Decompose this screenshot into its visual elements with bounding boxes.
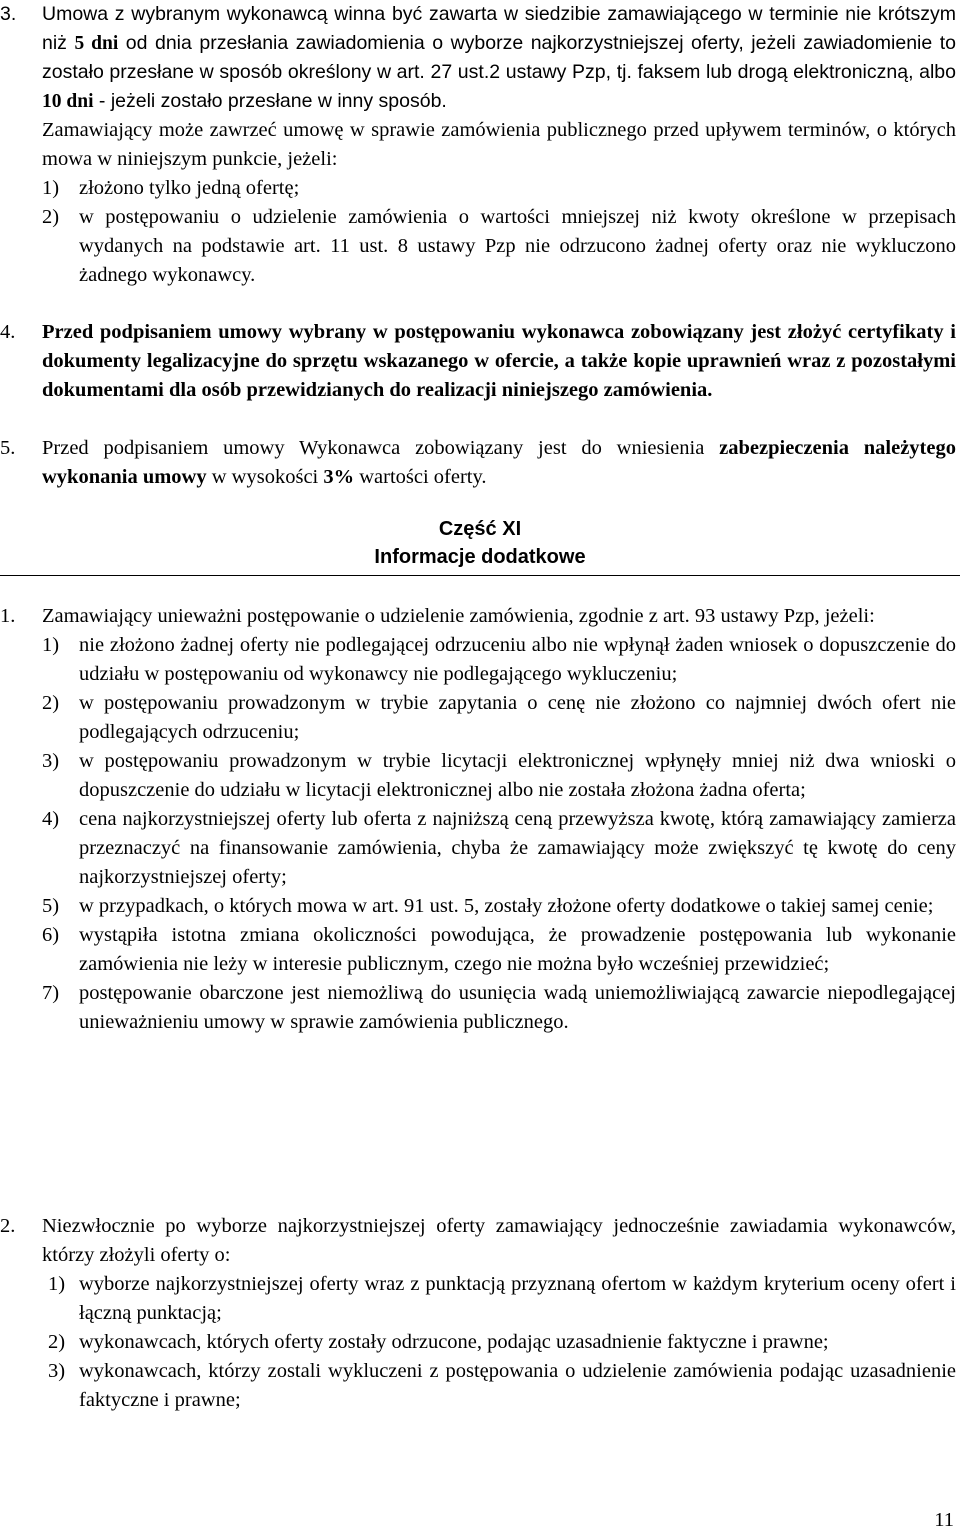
section-4-text: Przed podpisaniem umowy wybrany w postępowaniu wykonawca zobowiązany jest złożyć certyfikaty i dokumenty legalizacyjne do sprzętu wskazanego w ofercie, a także kopie uprawnień wraz z pozostałymi dokumentami dla osób przewidzianych do realizacji niniejszego zamówienia. [42, 321, 956, 401]
part-1-item [0, 631, 956, 689]
part-1-item-number: 5) [42, 895, 60, 917]
part-1-item-text: cena najkorzystniejszej oferty lub oferta z najniższą ceną przewyższa kwotę, którą zamawiający zamierza przeznaczyć na finansowanie zamówienia, chyba że zamawiający może zwiększyć tę kwotę do ceny najkorzystniejszej oferty; [79, 808, 956, 888]
part-1-item-number: 7) [42, 982, 60, 1004]
section-5-percent: 3% [323, 466, 355, 488]
part-1-item-text: wystąpiła istotna zmiana okoliczności powodująca, że prowadzenie postępowania lub wykonanie zamówienia nie leży w interesie publicznym, czego nie można było wcześniej przewidzieć; [79, 924, 956, 975]
part-1-item-text: w postępowaniu prowadzonym w trybie zapytania o cenę nie złożono co najmniej dwóch ofert nie podlegających odrzuceniu; [79, 692, 956, 743]
part-2-item-text: wyborze najkorzystniejszej oferty wraz z punktacją przyznaną ofertom w każdym kryterium oceny ofert i łączną punktacją; [79, 1273, 956, 1324]
page-number: 11 [934, 1509, 954, 1531]
part-1-item [0, 979, 956, 1037]
part-1-item [0, 892, 956, 921]
section-3-item-2-text: w postępowaniu o udzielenie zamówienia o wartości mniejszej niż kwoty określone w przepisach wydanych na podstawie art. 11 ust. 8 ustawy Pzp nie odrzucono żadnej oferty oraz nie wykluczono żadnego wykonawcy. [79, 206, 956, 286]
section-3-item-2 [0, 203, 956, 290]
part-2-item [0, 1270, 956, 1328]
part-2-item-text: wykonawcach, których oferty zostały odrzucone, podając uzasadnienie faktyczne i prawne; [79, 1331, 829, 1353]
part-2-item-number: 1) [48, 1273, 66, 1295]
section-3-paragraph-2: Zamawiający może zawrzeć umowę w sprawie zamówienia publicznego przed upływem terminów, o których mowa w niniejszym punkcie, jeżeli: [42, 119, 956, 170]
section-4-number: 4. [0, 321, 16, 343]
part-2 [0, 1212, 956, 1415]
part-1-item-number: 6) [42, 924, 60, 946]
section-5-text-c: w wysokości [206, 466, 324, 488]
part-1-item-text: w postępowaniu prowadzonym w trybie licytacji elektronicznej wpłynęły mniej niż dwa wnioski o dopuszczenie do udziału w licytacji elektronicznej albo nie została złożona żadna oferta; [79, 750, 956, 801]
part-1-item-text: nie złożono żadnej oferty nie podlegającej odrzuceniu albo nie wpłynął żaden wniosek o dopuszczenie do udziału w postępowaniu od wykonawcy nie podlegającego wykluczeniu; [79, 634, 956, 685]
part-1 [0, 602, 956, 1037]
section-3 [0, 0, 956, 290]
section-5-text-e: wartości oferty. [354, 466, 487, 488]
section-3-paragraph [0, 0, 956, 116]
section-title: Część XI [438, 518, 522, 540]
section-5-security-text: zabezpieczenia należytego wykonania umowy [42, 437, 956, 488]
section-3-text-e: - jeżeli zostało przesłane w inny sposób. [93, 90, 447, 112]
section-3-text-a: Umowa z wybranym wykonawcą winna być zawarta w siedzibie zamawiającego w terminie nie krótszym niż [42, 3, 956, 54]
section-subtitle: Informacje dodatkowe [374, 546, 586, 568]
section-5-paragraph [0, 434, 956, 492]
section-3-days-5: 5 dni [74, 33, 119, 54]
section-3-number: 3. [0, 3, 17, 25]
section-3-item-2-number: 2) [42, 206, 60, 228]
section-3-item-1-text: złożono tylko jedną ofertę; [79, 177, 300, 199]
part-1-item-number: 3) [42, 750, 60, 772]
part-2-item-text: wykonawcach, którzy zostali wykluczeni z postępowania o udzielenie zamówienia podając uzasadnienie faktyczne i prawne; [79, 1360, 956, 1411]
section-4 [0, 318, 956, 405]
part-2-intro-text: Niezwłocznie po wyborze najkorzystniejszej oferty zamawiający jednocześnie zawiadamia wykonawców, którzy złożyli oferty o: [42, 1215, 956, 1266]
part-1-intro [0, 602, 956, 631]
part-1-number: 1. [0, 605, 16, 627]
part-1-intro-text: Zamawiający unieważni postępowanie o udzielenie zamówienia, zgodnie z art. 93 ustawy Pzp, jeżeli: [42, 605, 875, 627]
section-3-item-1 [0, 174, 956, 203]
section-4-paragraph [0, 318, 956, 405]
part-2-item [0, 1328, 956, 1357]
part-1-item [0, 747, 956, 805]
section-3-days-10: 10 dni [42, 91, 94, 112]
part-2-item-number: 3) [48, 1360, 66, 1382]
section-3-item-1-number: 1) [42, 177, 60, 199]
part-1-item [0, 921, 956, 979]
part-1-item-number: 1) [42, 634, 60, 656]
part-2-intro [0, 1212, 956, 1270]
heading-divider [0, 575, 960, 576]
part-1-item-text: w przypadkach, o których mowa w art. 91 ust. 5, zostały złożone oferty dodatkowe o takiej samej cenie; [79, 895, 934, 917]
part-1-item [0, 805, 956, 892]
part-2-item [0, 1357, 956, 1415]
part-2-item-number: 2) [48, 1331, 66, 1353]
part-2-number: 2. [0, 1215, 16, 1237]
section-5-number: 5. [0, 437, 16, 459]
part-1-item-number: 4) [42, 808, 60, 830]
part-1-item-text: postępowanie obarczone jest niemożliwą do usunięcia wadą uniemożliwiającą zawarcie niepodlegającej unieważnieniu umowy w sprawie zamówienia publicznego. [79, 982, 956, 1033]
part-1-item [0, 689, 956, 747]
section-5 [0, 434, 956, 492]
part-1-item-number: 2) [42, 692, 60, 714]
section-5-text-a: Przed podpisaniem umowy Wykonawca zobowiązany jest do wniesienia [42, 437, 720, 459]
section-3-text-c: od dnia przesłania zawiadomienia o wyborze najkorzystniejszej oferty, jeżeli zawiadomienie to zostało przesłane w sposób określony w art. 27 ust.2 ustawy Pzp, tj. faksem lub drogą elektroniczną, albo [42, 32, 956, 83]
